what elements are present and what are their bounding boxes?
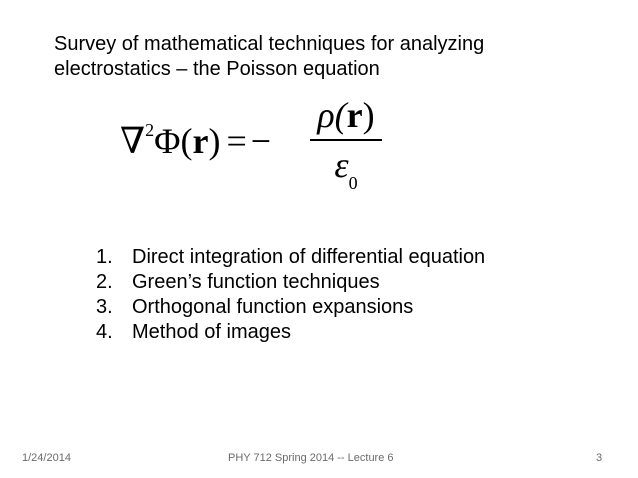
numerator-position-vector: r	[346, 95, 363, 135]
list-item	[96, 270, 485, 295]
list-item-number: 3.	[96, 296, 113, 318]
list-item	[96, 245, 485, 270]
list-item-text: Method of images	[132, 321, 291, 343]
nabla-operator: ∇	[120, 121, 146, 161]
list-item	[96, 320, 485, 345]
footer-course: PHY 712 Spring 2014 -- Lecture 6	[228, 452, 394, 464]
equation-left-side	[120, 114, 271, 161]
list-item-text: Direct integration of differential equation	[132, 246, 486, 268]
laplacian-power: 2	[145, 120, 155, 140]
numerator-close-paren: )	[362, 95, 375, 135]
techniques-list	[96, 245, 485, 345]
fraction-bar	[310, 139, 382, 141]
list-item-number: 2.	[96, 271, 113, 293]
minus-sign: −	[250, 121, 272, 161]
potential-close-paren: )	[208, 121, 221, 161]
list-item-number: 1.	[96, 246, 113, 268]
slide-title: Survey of mathematical techniques for analyzing electrostatics – the Poisson equation	[54, 33, 485, 80]
list-item-text: Orthogonal function expansions	[132, 296, 414, 318]
poisson-equation	[120, 95, 420, 195]
position-vector: r	[192, 121, 209, 161]
equation-fraction	[310, 95, 382, 195]
equals-sign: =	[226, 121, 247, 161]
list-item-number: 4.	[96, 321, 113, 343]
charge-density-symbol: ρ(	[317, 95, 347, 135]
slide-number: 3	[596, 452, 603, 464]
fraction-numerator	[310, 95, 382, 135]
fraction-denominator	[310, 145, 382, 199]
potential-function: Φ(	[154, 121, 193, 161]
list-item	[96, 295, 485, 320]
list-item-text: Green’s function techniques	[132, 271, 380, 293]
permittivity-subscript: 0	[348, 173, 358, 194]
footer-date: 1/24/2014	[22, 452, 71, 464]
permittivity-symbol: ε	[334, 145, 349, 185]
